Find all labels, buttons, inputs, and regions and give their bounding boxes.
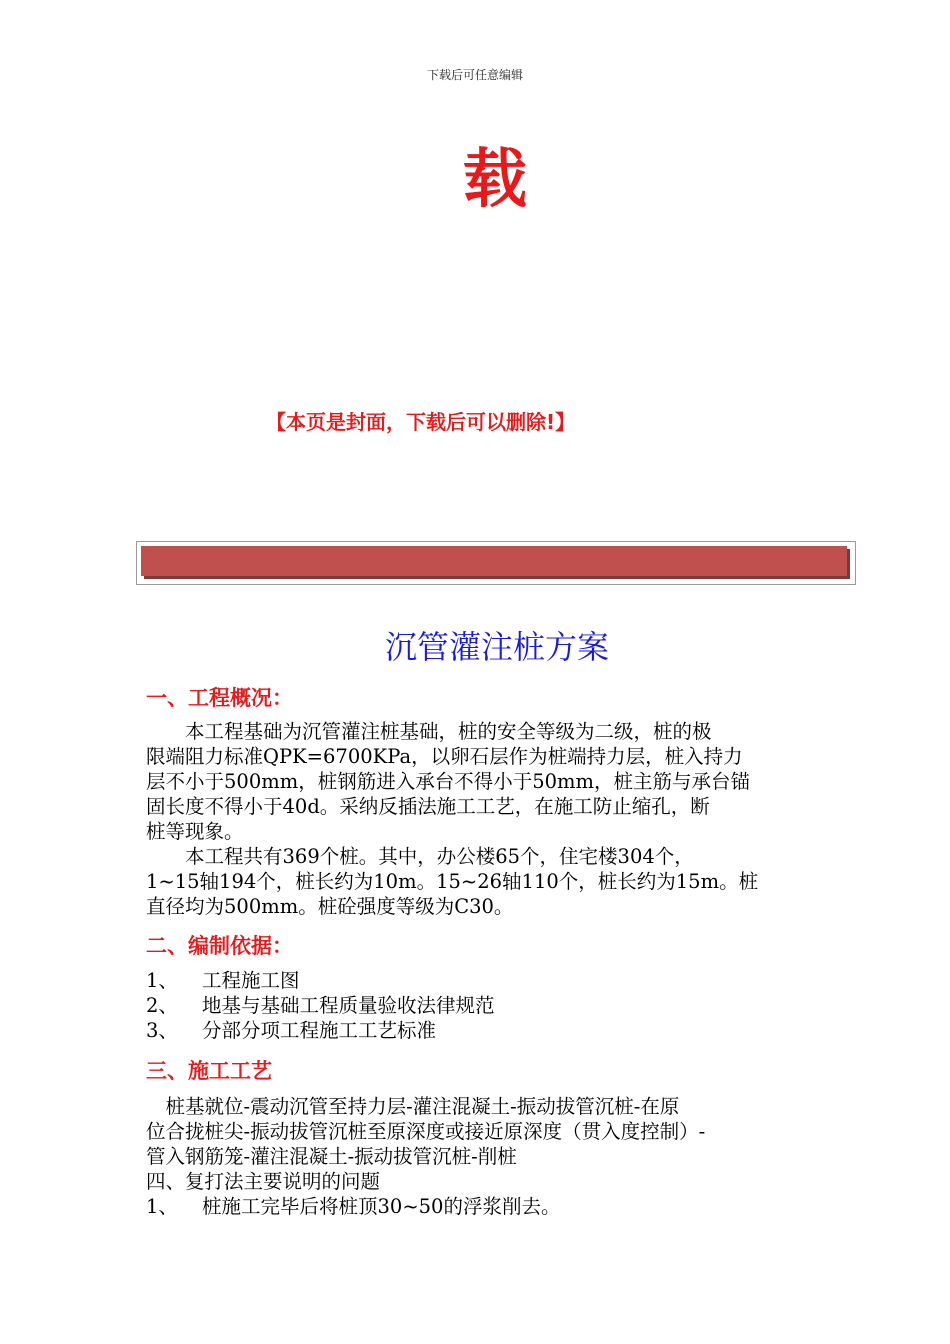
- section-1-line: 层不小于500mm，桩钢筋进入承台不得小于50mm，桩主筋与承台锚: [146, 770, 750, 793]
- document-title: 沉管灌注桩方案: [384, 628, 609, 666]
- section-1-heading: 一、工程概况：: [146, 686, 293, 710]
- list-item-number: 1、: [146, 1195, 178, 1218]
- decorative-banner: [136, 541, 856, 585]
- list-item-text: 工程施工图: [202, 969, 300, 992]
- section-1-line: 本工程共有369个桩。其中，办公楼65个，住宅楼304个，: [146, 845, 694, 868]
- section-1-line: 直径均为500mm。桩砼强度等级为C30。: [146, 895, 514, 918]
- section-3-line: 位合拢桩尖-振动拔管沉桩至原深度或接近原深度（贯入度控制）-: [146, 1120, 706, 1143]
- header-note: 下载后可任意编辑: [426, 68, 523, 82]
- list-item-number: 2、: [146, 994, 178, 1017]
- section-1-line: 固长度不得小于40d。采纳反插法施工工艺，在施工防止缩孔，断: [146, 795, 710, 818]
- section-1-line: 1~15轴194个，桩长约为10m。15~26轴110个，桩长约为15m。桩: [146, 870, 759, 893]
- list-item: [146, 1194, 560, 1219]
- list-item: [146, 968, 300, 993]
- list-item: [146, 1018, 436, 1043]
- list-item-text: 桩施工完毕后将桩顶30~50的浮浆削去。: [202, 1195, 561, 1218]
- section-3-line: 桩基就位-震动沉管至持力层-灌注混凝土-振动拔管沉桩-在原: [146, 1095, 680, 1118]
- cover-big-character: 载: [463, 142, 527, 217]
- section-4-heading: 四、复打法主要说明的问题: [146, 1170, 381, 1193]
- list-item-text: 分部分项工程施工工艺标准: [202, 1019, 437, 1042]
- list-item-number: 1、: [146, 969, 178, 992]
- section-1-line: 本工程基础为沉管灌注桩基础，桩的安全等级为二级，桩的极: [146, 720, 712, 743]
- cover-delete-note: 【本页是封面，下载后可以删除!】: [266, 410, 576, 434]
- section-2-heading: 二、编制依据：: [146, 934, 293, 958]
- list-item-number: 3、: [146, 1019, 178, 1042]
- banner-bar: [141, 546, 847, 576]
- section-3-heading: 三、施工工艺: [146, 1059, 272, 1083]
- section-1-line: 限端阻力标准QPK=6700KPa，以卵石层作为桩端持力层，桩入持力: [146, 745, 743, 768]
- list-item-text: 地基与基础工程质量验收法律规范: [202, 994, 495, 1017]
- list-item: [146, 993, 495, 1018]
- section-3-line: 管入钢筋笼-灌注混凝土-振动拔管沉桩-削桩: [146, 1145, 517, 1168]
- section-1-line: 桩等现象。: [146, 820, 244, 843]
